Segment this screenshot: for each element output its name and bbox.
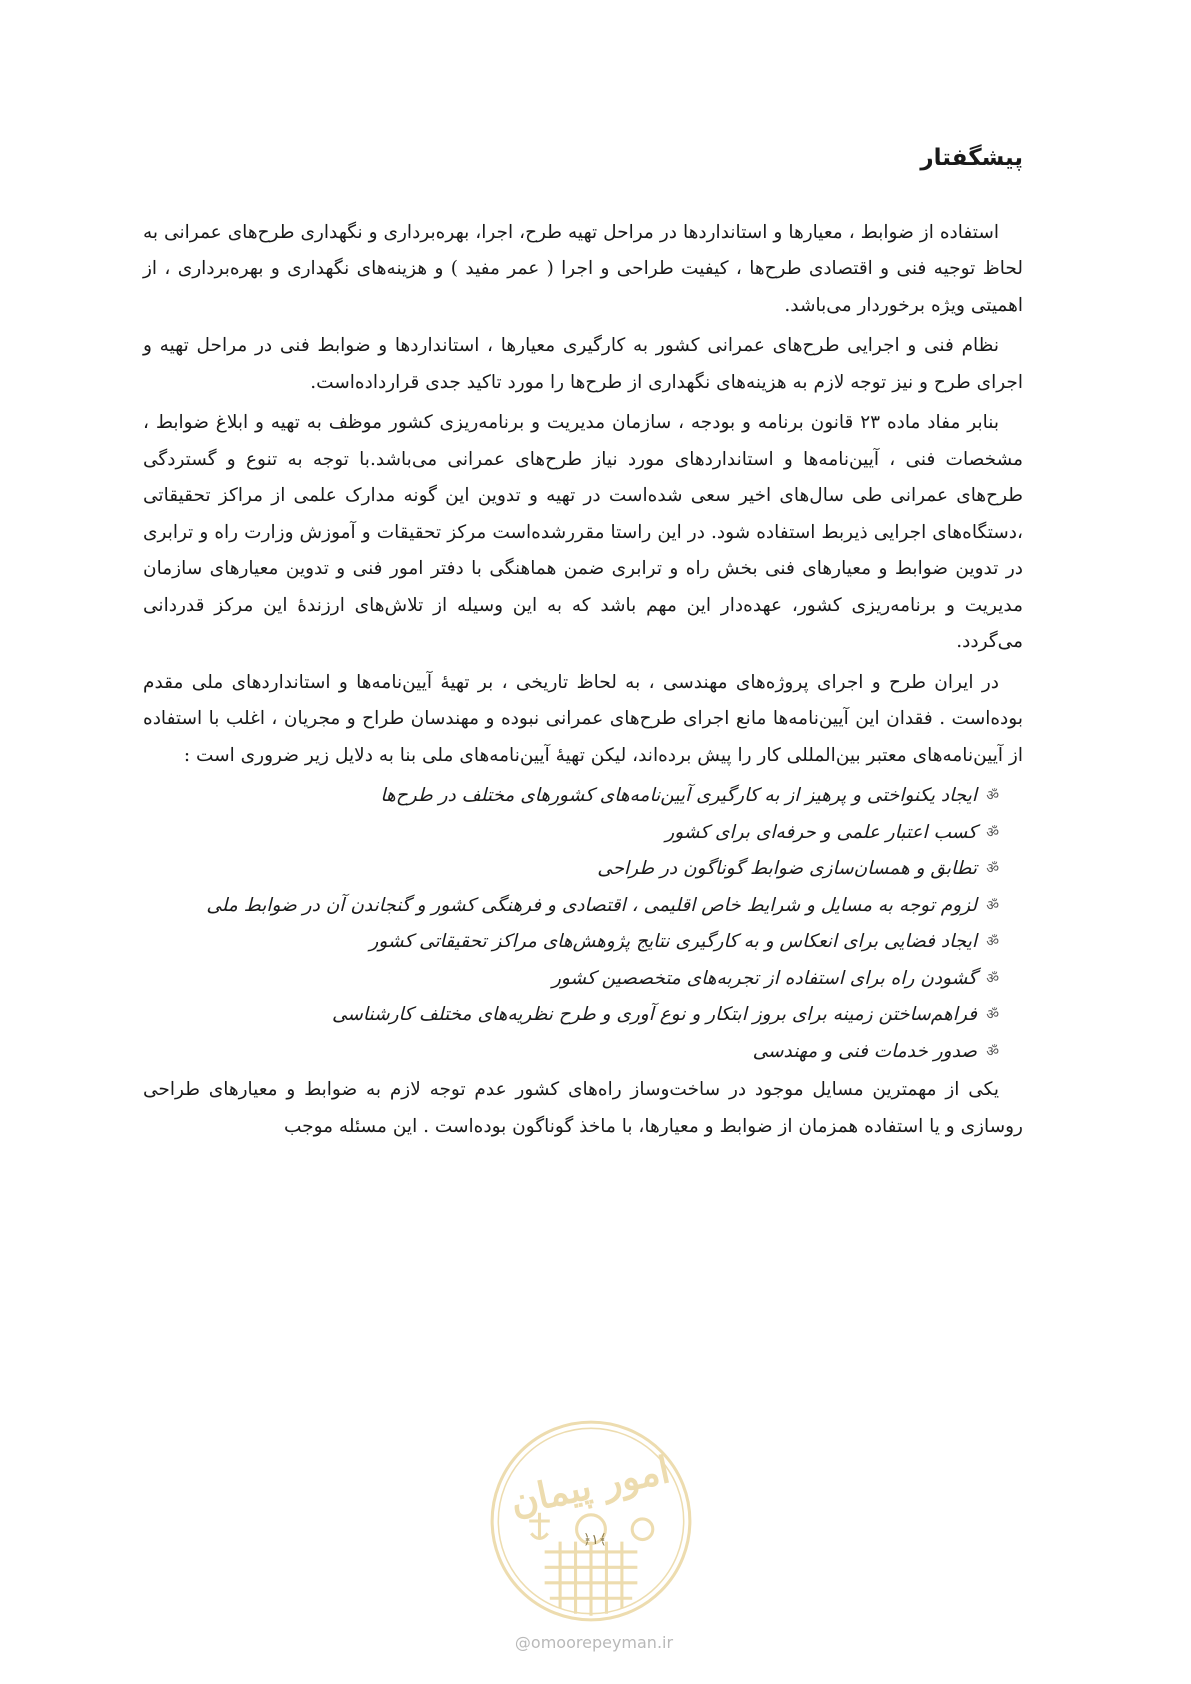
- list-item: [143, 1034, 999, 1071]
- list-item: [143, 778, 999, 815]
- list-item-text: گشودن راه برای استفاده از تجربه‌های متخصصین کشور: [551, 967, 977, 989]
- bullet-icon: ॐ: [986, 1007, 999, 1023]
- paragraph: نظام فنی و اجرایی طرح‌های عمرانی کشور به کارگیری معیارها ، استانداردها و ضوابط فنی در مراحل تهیه و اجرای طرح و نیز توجه لازم به هزینه‌های نگهداری از طرح‌ها را مورد تاکید جدی قرارداده‌است.: [143, 335, 1023, 393]
- reasons-list: [143, 778, 1023, 1070]
- paragraph: بنابر مفاد ماده ۲۳ قانون برنامه و بودجه ، سازمان مدیریت و برنامه‌ریزی کشور موظف به تهیه و ابلاغ ضوابط ، مشخصات فنی ، آیین‌نامه‌ها و استانداردهای مورد نیاز طرح‌های عمرانی می‌باشد.با توجه به تنوع و گستردگی طرح‌های عمرانی طی سال‌های اخیر سعی شده‌است در تهیه و تدوین این گونه مدارک علمی از مراکز تحقیقاتی ،دستگاه‌های اجرایی ذیربط استفاده شود. در این راستا مقررشده‌است مرکز تحقیقات و آموزش وزارت راه و ترابری در تدوین ضوابط و معیارهای فنی بخش راه و ترابری ضمن هماهنگی با دفتر امور فنی و تدوین معیارهای سازمان مدیریت و برنامه‌ریزی کشور، عهده‌دار این مهم باشد که به این وسیله از تلاش‌های ارزندهٔ این مرکز قدردانی می‌گردد.: [143, 412, 1023, 652]
- closing-paragraph: یکی از مهمترین مسایل موجود در ساخت‌وساز راه‌های کشور عدم توجه لازم به ضوابط و معیارهای طراحی روسازی و یا استفاده همزمان از ضوابط و معیارها، با ماخذ گوناگون بوده‌است . این مسئله موجب: [143, 1079, 1023, 1137]
- list-item-text: کسب اعتبار علمی و حرفه‌ای برای کشور: [665, 821, 977, 843]
- page-number: ﴿۱﴾: [583, 1532, 607, 1548]
- paragraph: در ایران طرح و اجرای پروژه‌های مهندسی ، به لحاظ تاریخی ، بر تهیهٔ آیین‌نامه‌ها و استانداردهای ملی مقدم بوده‌است . فقدان این آیین‌نامه‌ها مانع اجرای طرح‌های عمرانی نبوده و مهندسان طراح و مجریان ، اغلب با استفاده از آیین‌نامه‌های معتبر بین‌المللی کار را پیش برده‌اند، لیکن تهیهٔ آیین‌نامه‌های ملی بنا به دلایل زیر ضروری است :: [143, 671, 1023, 766]
- list-item: [143, 815, 999, 852]
- bullet-icon: ॐ: [986, 934, 999, 950]
- watermark-text: امور پیمان: [506, 1447, 674, 1524]
- list-item-text: ایجاد یکنواختی و پرهیز از به کارگیری آیین‌نامه‌های کشورهای مختلف در طرح‌ها: [380, 785, 977, 806]
- page-heading: پیشگفتار: [920, 145, 1023, 171]
- bullet-icon: ॐ: [986, 897, 999, 914]
- list-item-text: صدور خدمات فنی و مهندسی: [752, 1040, 977, 1062]
- list-item: [143, 924, 999, 961]
- bullet-icon: ॐ: [986, 861, 999, 877]
- list-item: [143, 997, 999, 1034]
- bullet-icon: ॐ: [986, 824, 999, 841]
- bullet-icon: ॐ: [986, 788, 999, 804]
- list-item: [143, 888, 999, 925]
- list-item-text: فراهم‌ساختن زمینه برای بروز ابتکار و نوع آوری و طرح نظریه‌های مختلف کارشناسی: [331, 1004, 977, 1025]
- list-item: [143, 851, 999, 888]
- bullet-icon: ॐ: [986, 970, 999, 987]
- paragraph: استفاده از ضوابط ، معیارها و استانداردها در مراحل تهیه طرح، اجرا، بهره‌برداری و نگهداری طرح‌های عمرانی به لحاظ توجیه فنی و اقتصادی طرح‌ها ، کیفیت طراحی و اجرا ( عمر مفید ) و هزینه‌های نگهداری و بهره‌برداری ، از اهمیتی ویژه برخوردار می‌باشد.: [143, 221, 1023, 316]
- list-item-text: تطابق و همسان‌سازی ضوابط گوناگون در طراحی: [597, 858, 977, 879]
- list-item-text: لزوم توجه به مسایل و شرایط خاص اقلیمی ، اقتصادی و فرهنگی کشور و گنجاندن آن در ضوابط ملی: [206, 894, 977, 916]
- bullet-icon: ॐ: [986, 1043, 999, 1060]
- site-watermark: @omoorepeyman.ir: [514, 1633, 674, 1652]
- list-item-text: ایجاد فضایی برای انعکاس و به کارگیری نتایج پژوهش‌های مراکز تحقیقاتی کشور: [369, 931, 977, 952]
- list-item: [143, 961, 999, 998]
- page-body: [143, 140, 1023, 1149]
- watermark-seal-icon: [488, 1418, 694, 1624]
